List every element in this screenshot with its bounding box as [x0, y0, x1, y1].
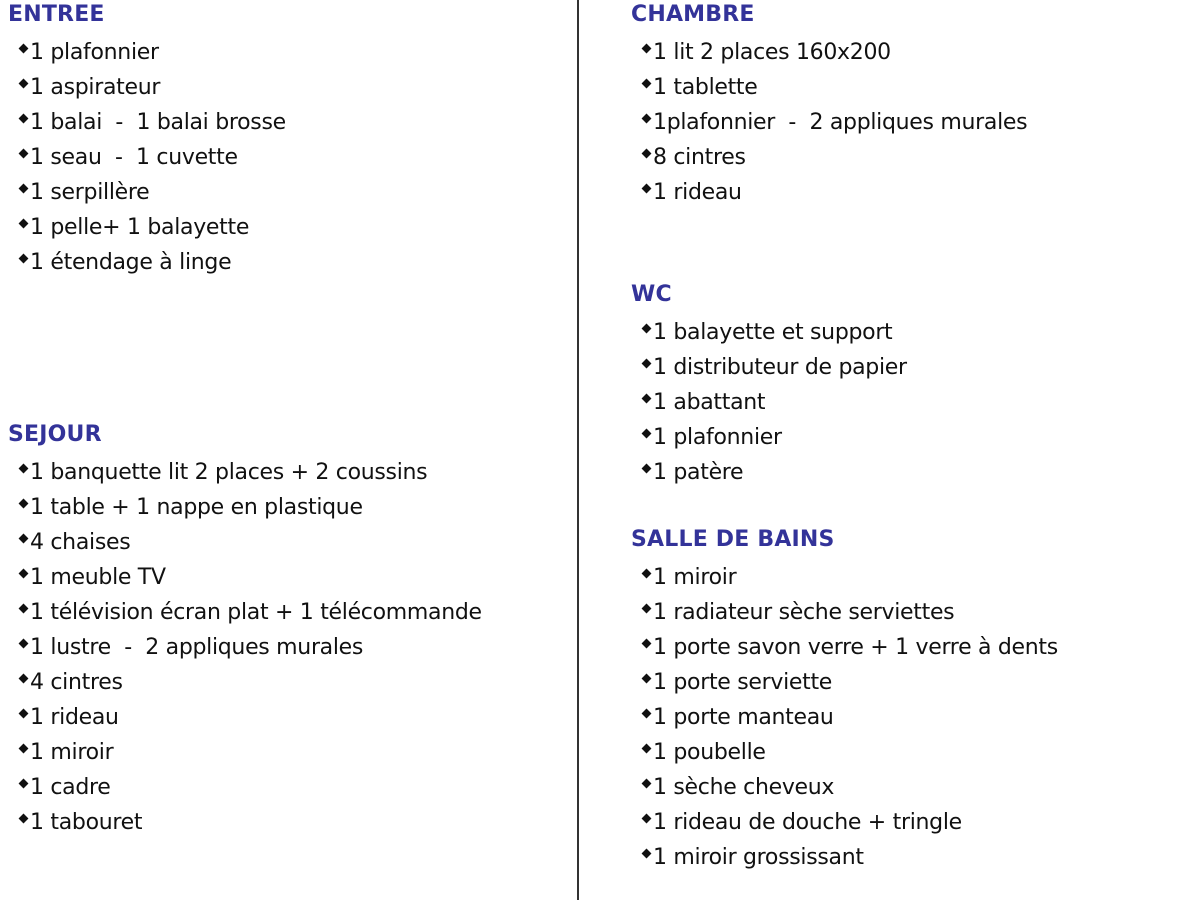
diamond-bullet-icon	[19, 254, 29, 264]
list-item-text: 1 radiateur sèche serviettes	[653, 600, 955, 625]
list-item	[631, 560, 1058, 595]
list-item	[8, 770, 482, 805]
list-item	[8, 455, 482, 490]
diamond-bullet-icon	[19, 464, 29, 474]
list-item-text: 1 lustre - 2 appliques murales	[30, 635, 364, 660]
item-list	[631, 560, 1058, 875]
list-item	[8, 700, 482, 735]
diamond-bullet-icon	[642, 709, 652, 719]
section-entree	[8, 0, 286, 280]
list-item	[631, 35, 1027, 70]
diamond-bullet-icon	[642, 779, 652, 789]
section-heading: SALLE DE BAINS	[631, 527, 835, 552]
list-item	[631, 665, 1058, 700]
list-item-text: 1 balai - 1 balai brosse	[30, 110, 286, 135]
diamond-bullet-icon	[642, 814, 652, 824]
diamond-bullet-icon	[642, 184, 652, 194]
list-item-text: 1 rideau de douche + tringle	[653, 810, 962, 835]
section-salle-de-bains	[631, 525, 1058, 875]
list-item-text: 1 porte manteau	[653, 705, 834, 730]
list-item-text: 1 rideau	[30, 705, 119, 730]
list-item-text: 1 tabouret	[30, 810, 143, 835]
diamond-bullet-icon	[642, 324, 652, 334]
list-item-text: 4 cintres	[30, 670, 123, 695]
list-item-text: 1 miroir grossissant	[653, 845, 864, 870]
list-item-text: 1 rideau	[653, 180, 742, 205]
diamond-bullet-icon	[19, 79, 29, 89]
diamond-bullet-icon	[19, 44, 29, 54]
list-item	[8, 630, 482, 665]
list-item	[8, 490, 482, 525]
section-heading: WC	[631, 282, 672, 307]
list-item-text: 1 distributeur de papier	[653, 355, 907, 380]
list-item-text: 1 pelle+ 1 balayette	[30, 215, 250, 240]
list-item-text: 1 miroir	[653, 565, 737, 590]
list-item	[8, 805, 482, 840]
diamond-bullet-icon	[642, 639, 652, 649]
list-item	[8, 105, 286, 140]
list-item-text: 1 miroir	[30, 740, 114, 765]
item-list	[8, 35, 286, 280]
diamond-bullet-icon	[19, 639, 29, 649]
list-item-text: 1 lit 2 places 160x200	[653, 40, 891, 65]
list-item-text: 1 porte serviette	[653, 670, 833, 695]
diamond-bullet-icon	[642, 149, 652, 159]
diamond-bullet-icon	[19, 499, 29, 509]
list-item-text: 1 tablette	[653, 75, 758, 100]
list-item-text: 4 chaises	[30, 530, 131, 555]
list-item	[631, 420, 907, 455]
list-item-text: 1 abattant	[653, 390, 766, 415]
diamond-bullet-icon	[642, 79, 652, 89]
list-item-text: 1plafonnier - 2 appliques murales	[653, 110, 1028, 135]
list-item-text: 1 balayette et support	[653, 320, 893, 345]
list-item-text: 1 seau - 1 cuvette	[30, 145, 238, 170]
diamond-bullet-icon	[642, 744, 652, 754]
list-item-text: 1 cadre	[30, 775, 111, 800]
list-item	[8, 35, 286, 70]
list-item	[631, 455, 907, 490]
diamond-bullet-icon	[642, 394, 652, 404]
list-item-text: 1 poubelle	[653, 740, 766, 765]
list-item	[631, 385, 907, 420]
list-item	[631, 350, 907, 385]
list-item	[8, 595, 482, 630]
list-item	[631, 315, 907, 350]
list-item	[631, 175, 1027, 210]
section-heading: SEJOUR	[8, 422, 102, 447]
diamond-bullet-icon	[19, 744, 29, 754]
column-divider	[577, 0, 579, 900]
diamond-bullet-icon	[642, 359, 652, 369]
item-list	[8, 455, 482, 840]
list-item	[631, 770, 1058, 805]
item-list	[631, 315, 907, 490]
diamond-bullet-icon	[19, 674, 29, 684]
list-item	[631, 805, 1058, 840]
list-item	[631, 140, 1027, 175]
list-item	[631, 105, 1027, 140]
list-item	[8, 525, 482, 560]
list-item-text: 1 meuble TV	[30, 565, 166, 590]
diamond-bullet-icon	[19, 184, 29, 194]
diamond-bullet-icon	[642, 114, 652, 124]
diamond-bullet-icon	[642, 569, 652, 579]
list-item-text: 1 table + 1 nappe en plastique	[30, 495, 363, 520]
diamond-bullet-icon	[19, 779, 29, 789]
list-item	[631, 595, 1058, 630]
list-item	[8, 665, 482, 700]
section-sejour	[8, 420, 482, 840]
section-heading: ENTREE	[8, 2, 105, 27]
diamond-bullet-icon	[19, 814, 29, 824]
list-item	[631, 700, 1058, 735]
diamond-bullet-icon	[642, 44, 652, 54]
list-item-text: 1 banquette lit 2 places + 2 coussins	[30, 460, 428, 485]
list-item	[8, 140, 286, 175]
diamond-bullet-icon	[642, 464, 652, 474]
diamond-bullet-icon	[19, 569, 29, 579]
list-item	[8, 70, 286, 105]
list-item-text: 1 patère	[653, 460, 744, 485]
diamond-bullet-icon	[642, 604, 652, 614]
list-item-text: 1 étendage à linge	[30, 250, 232, 275]
diamond-bullet-icon	[19, 604, 29, 614]
diamond-bullet-icon	[19, 534, 29, 544]
list-item-text: 8 cintres	[653, 145, 746, 170]
item-list	[631, 35, 1027, 210]
list-item	[8, 210, 286, 245]
list-item	[631, 735, 1058, 770]
list-item	[631, 630, 1058, 665]
list-item-text: 1 plafonnier	[30, 40, 159, 65]
list-item-text: 1 porte savon verre + 1 verre à dents	[653, 635, 1058, 660]
list-item	[631, 70, 1027, 105]
list-item	[631, 840, 1058, 875]
section-chambre	[631, 0, 1027, 210]
diamond-bullet-icon	[19, 219, 29, 229]
diamond-bullet-icon	[642, 429, 652, 439]
diamond-bullet-icon	[642, 674, 652, 684]
diamond-bullet-icon	[642, 849, 652, 859]
list-item-text: 1 aspirateur	[30, 75, 161, 100]
diamond-bullet-icon	[19, 114, 29, 124]
section-heading: CHAMBRE	[631, 2, 755, 27]
diamond-bullet-icon	[19, 149, 29, 159]
list-item-text: 1 sèche cheveux	[653, 775, 835, 800]
list-item	[8, 560, 482, 595]
list-item	[8, 175, 286, 210]
list-item-text: 1 télévision écran plat + 1 télécommande	[30, 600, 482, 625]
list-item	[8, 245, 286, 280]
section-wc	[631, 280, 907, 490]
diamond-bullet-icon	[19, 709, 29, 719]
list-item-text: 1 serpillère	[30, 180, 150, 205]
list-item-text: 1 plafonnier	[653, 425, 782, 450]
list-item	[8, 735, 482, 770]
